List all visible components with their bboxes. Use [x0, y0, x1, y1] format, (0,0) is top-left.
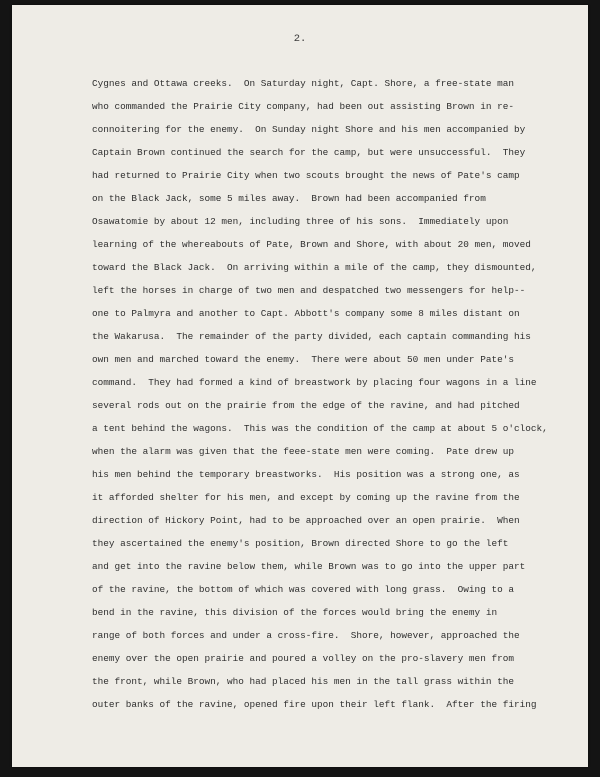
text-line: Cygnes and Ottawa creeks. On Saturday night, Capt. Shore, a free-state man	[92, 78, 514, 89]
page-number: 2.	[293, 33, 307, 45]
document-page	[12, 5, 588, 767]
text-line: who commanded the Prairie City company, had been out assisting Brown in re-	[92, 101, 514, 112]
text-line: several rods out on the prairie from the edge of the ravine, and had pitched	[92, 400, 520, 411]
text-line: a tent behind the wagons. This was the condition of the camp at about 5 o'clock,	[92, 423, 548, 434]
text-line: his men behind the temporary breastworks. His position was a strong one, as	[92, 469, 520, 480]
body-text	[92, 72, 572, 716]
text-line: connoitering for the enemy. On Sunday night Shore and his men accompanied by	[92, 124, 526, 135]
text-line: range of both forces and under a cross-fire. Shore, however, approached the	[92, 630, 520, 641]
text-line: of the ravine, the bottom of which was covered with long grass. Owing to a	[92, 584, 514, 595]
text-line: Osawatomie by about 12 men, including three of his sons. Immediately upon	[92, 216, 509, 227]
text-line: the Wakarusa. The remainder of the party divided, each captain commanding his	[92, 331, 531, 342]
text-line: one to Palmyra and another to Capt. Abbott's company some 8 miles distant on	[92, 308, 520, 319]
text-line: the front, while Brown, who had placed his men in the tall grass within the	[92, 676, 514, 687]
text-line: it afforded shelter for his men, and except by coming up the ravine from the	[92, 492, 520, 503]
text-line: they ascertained the enemy's position, Brown directed Shore to go the left	[92, 538, 509, 549]
text-line: and get into the ravine below them, while Brown was to go into the upper part	[92, 561, 526, 572]
text-line: when the alarm was given that the feee-state men were coming. Pate drew up	[92, 446, 514, 457]
text-line: toward the Black Jack. On arriving within a mile of the camp, they dismounted,	[92, 262, 537, 273]
text-line: command. They had formed a kind of breastwork by placing four wagons in a line	[92, 377, 537, 388]
text-line: had returned to Prairie City when two scouts brought the news of Pate's camp	[92, 170, 520, 181]
text-line: own men and marched toward the enemy. There were about 50 men under Pate's	[92, 354, 514, 365]
text-line: outer banks of the ravine, opened fire upon their left flank. After the firing	[92, 699, 537, 710]
text-line: learning of the whereabouts of Pate, Brown and Shore, with about 20 men, moved	[92, 239, 531, 250]
text-line: on the Black Jack, some 5 miles away. Brown had been accompanied from	[92, 193, 486, 204]
text-line: Captain Brown continued the search for the camp, but were unsuccessful. They	[92, 147, 526, 158]
text-line: bend in the ravine, this division of the forces would bring the enemy in	[92, 607, 498, 618]
text-line: left the horses in charge of two men and despatched two messengers for help--	[92, 285, 526, 296]
text-line: direction of Hickory Point, had to be approached over an open prairie. When	[92, 515, 520, 526]
text-line: enemy over the open prairie and poured a volley on the pro-slavery men from	[92, 653, 514, 664]
